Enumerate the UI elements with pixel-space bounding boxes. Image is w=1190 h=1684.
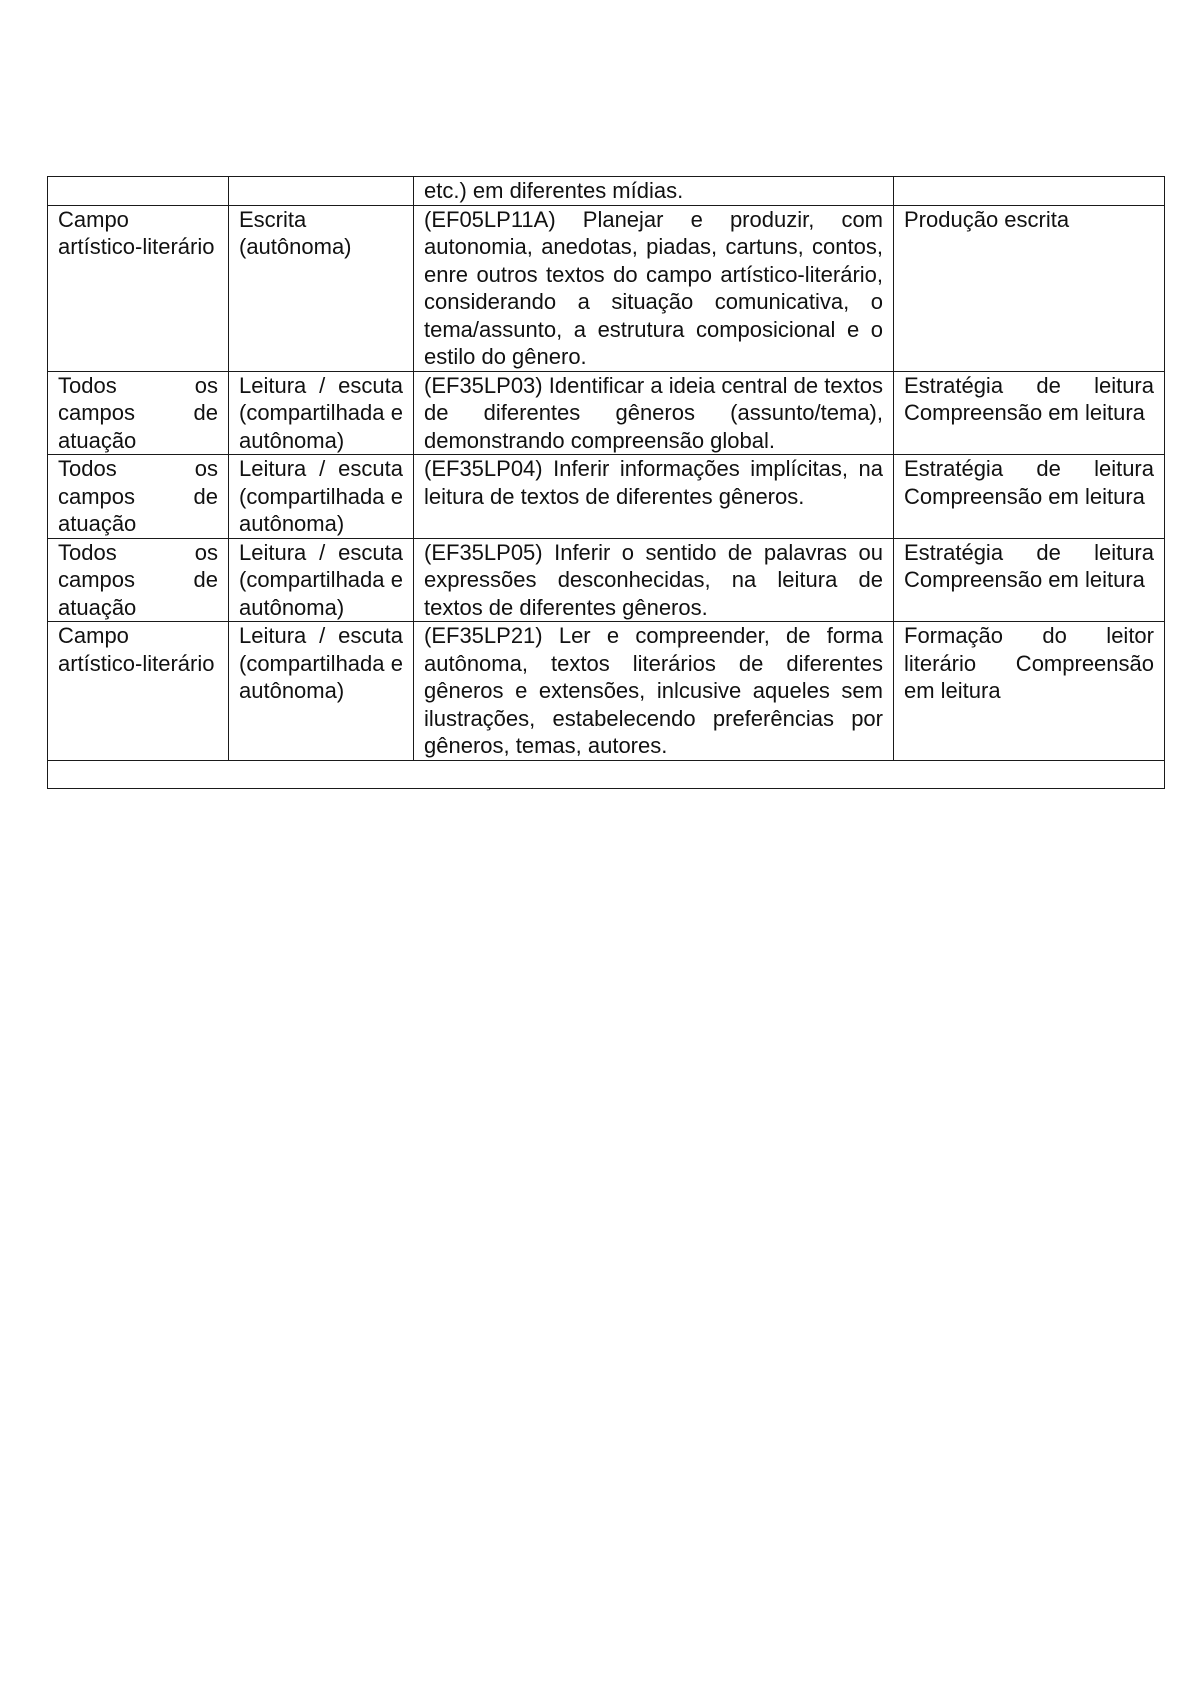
campo-cell: Todos os campos de atuação — [48, 538, 229, 622]
campo-cell — [48, 177, 229, 206]
objeto-cell: Formação do leitor literário Compreensão em leitura — [894, 622, 1165, 761]
campo-cell: Todos os campos de atuação — [48, 455, 229, 539]
table-row — [48, 371, 1165, 455]
objeto-cell — [894, 177, 1165, 206]
campo-cell: Campo artístico-literário — [48, 205, 229, 371]
objeto-cell: Estratégia de leitura Compreensão em leitura — [894, 371, 1165, 455]
objeto-cell: Produção escrita — [894, 205, 1165, 371]
pratica-cell: Leitura / escuta (compartilhada e autônoma) — [229, 538, 414, 622]
table-row — [48, 205, 1165, 371]
curriculum-table — [47, 176, 1165, 789]
pratica-cell: Leitura / escuta (compartilhada e autônoma) — [229, 622, 414, 761]
pratica-cell: Leitura / escuta (compartilhada e autônoma) — [229, 455, 414, 539]
empty-footer-cell — [48, 760, 1165, 788]
table-row — [48, 177, 1165, 206]
campo-cell: Todos os campos de atuação — [48, 371, 229, 455]
objeto-cell: Estratégia de leitura Compreensão em leitura — [894, 538, 1165, 622]
habilidade-cell: (EF35LP04) Inferir informações implícitas, na leitura de textos de diferentes gêneros. — [414, 455, 894, 539]
habilidade-cell: (EF05LP11A) Planejar e produzir, com autonomia, anedotas, piadas, cartuns, contos, enre outros textos do campo artístico-literário, considerando a situação comunicativa, o tema/assunto, a estrutura composicional e o estilo do gênero. — [414, 205, 894, 371]
table-row — [48, 538, 1165, 622]
habilidade-cell: etc.) em diferentes mídias. — [414, 177, 894, 206]
habilidade-cell: (EF35LP03) Identificar a ideia central de textos de diferentes gêneros (assunto/tema), demonstrando compreensão global. — [414, 371, 894, 455]
table-row — [48, 622, 1165, 761]
habilidade-cell: (EF35LP05) Inferir o sentido de palavras ou expressões desconhecidas, na leitura de textos de diferentes gêneros. — [414, 538, 894, 622]
habilidade-cell: (EF35LP21) Ler e compreender, de forma autônoma, textos literários de diferentes gêneros e extensões, inlcusive aqueles sem ilustrações, estabelecendo preferências por gêneros, temas, autores. — [414, 622, 894, 761]
pratica-cell: Leitura / escuta (compartilhada e autônoma) — [229, 371, 414, 455]
table-footer-row — [48, 760, 1165, 788]
table-row — [48, 455, 1165, 539]
pratica-cell — [229, 177, 414, 206]
pratica-cell: Escrita (autônoma) — [229, 205, 414, 371]
objeto-cell: Estratégia de leitura Compreensão em leitura — [894, 455, 1165, 539]
campo-cell: Campo artístico-literário — [48, 622, 229, 761]
